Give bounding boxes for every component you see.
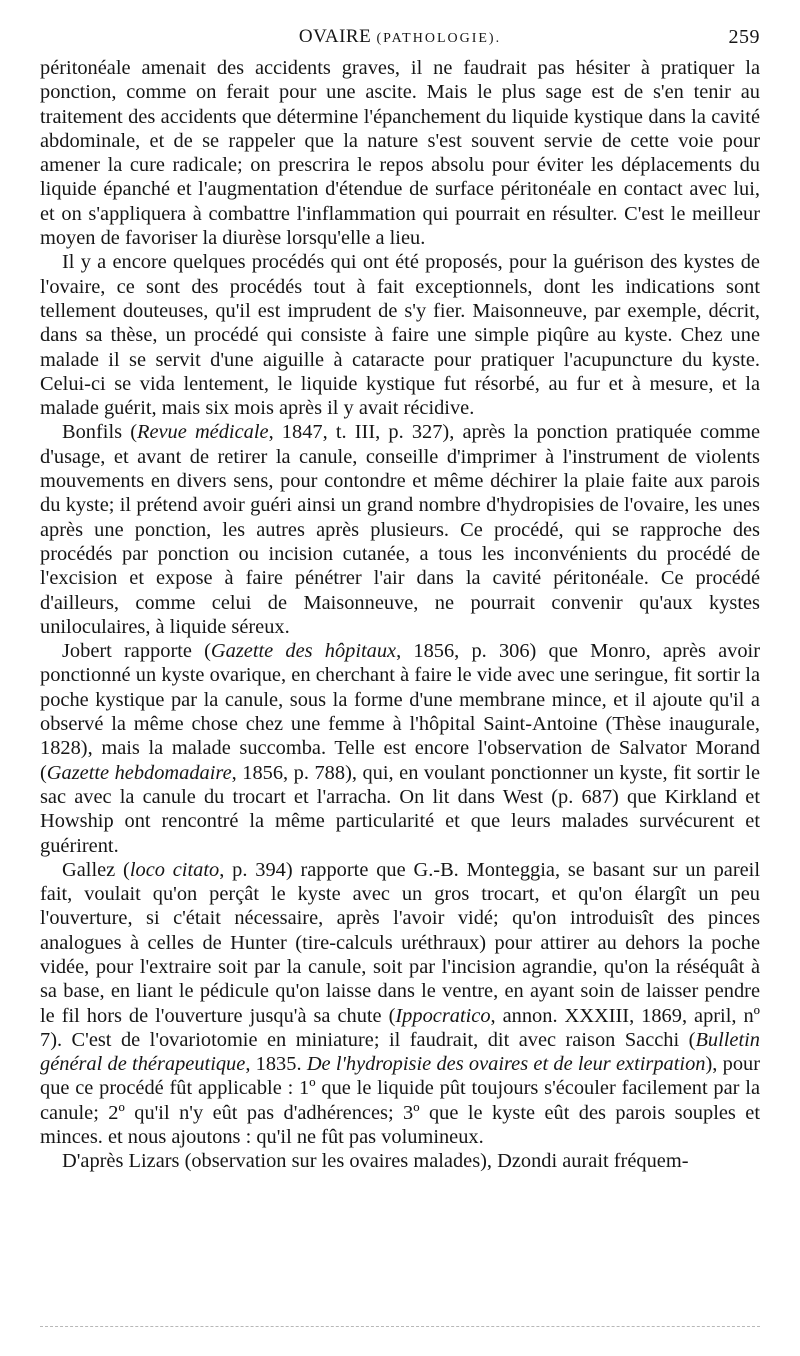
text-run: Il y a encore quelques procédés qui ont été proposés, pour la guérison des kystes de l'ovaire, ce sont des procédés tout à fait exceptionnels, dont les indications sont tellement douteuses, qu'il est imprudent de s'y fier. Maisonneuve, par exemple, décrit, dans sa thèse, un procédé qui consiste à faire une simple piqûre au kyste. Chez une malade il se servit d'une aiguille à cataracte pour pratiquer l'acupuncture du kyste. Celui-ci se vida lentement, le liquide kystique fut résorbé, au fur et à mesure, et la malade guérit, mais six mois après il y avait récidive.: [40, 251, 760, 420]
italic-citation: Revue médicale: [137, 421, 269, 444]
italic-citation: De l'hydropisie des ovaires et de leur extirpation: [306, 1053, 706, 1076]
body-text: [40, 56, 760, 1174]
paragraph: [40, 420, 760, 639]
italic-citation: Gazette des hôpitaux: [210, 640, 397, 663]
paragraph: [40, 858, 760, 1150]
bottom-rule: [40, 1326, 760, 1327]
text-run: Jobert rapporte (: [62, 640, 211, 663]
page-number: 259: [728, 26, 760, 48]
text-run: , annon. XXXIII, 1869, april, nº 7). C'est de l'ovariotomie en miniature; il faudrait, dit avec raison Sacchi (: [40, 1004, 760, 1051]
text-run: D'après Lizars (observation sur les ovaires malades), Dzondi aurait fréquem-: [62, 1150, 689, 1173]
paragraph: [40, 639, 760, 858]
text-run: Gallez (: [62, 858, 130, 881]
running-header: [40, 20, 760, 54]
text-run: , 1856, p. 306) que Monro, après avoir ponctionné un kyste ovarique, en cherchant à faire le vide avec une seringue, fit sortir la poche kystique par la canule, sous la forme d'une membrane mince, et il ajoute qu'il a observé la même chose chez une femme à l'hôpital Saint-Antoine (Thèse inaugurale, 1828), mais la malade succomba. Telle est encore l'observation de Salvator Morand (: [40, 640, 761, 784]
text-run: péritonéale amenait des accidents graves, il ne faudrait pas hésiter à pratiquer la ponction, comme on ferait pour une ascite. Mais le plus sage est de s'en tenir au traitement des accidents que détermine l'épanchement du liquide kystique dans la cavité abdominale, et de se rappeler que la nature s'est souvent servie de cette voie pour amener la cure radicale; on prescrira le repos absolu pour éviter les déplacements du liquide épanché et l'augmentation d'étendue de surface péritonéale en contact avec lui, et on s'appliquera à combattre l'inflammation qui pourrait en résulter. C'est le meilleur moyen de favoriser la diurèse lorsqu'elle a lieu.: [40, 57, 760, 250]
text-run: , 1856, p. 788), qui, en voulant ponctionner un kyste, fit sortir le sac avec la canule du trocart et l'arracha. On lit dans West (p. 687) que Kirkland et Howship ont rencontré la même particularité et que leurs malades survécurent et guérirent.: [40, 761, 761, 857]
header-title: OVAIRE: [298, 26, 372, 47]
italic-citation: Gazette hebdomadaire: [46, 761, 232, 784]
paragraph: [40, 1149, 760, 1173]
italic-citation: Bulletin général de thérapeutique: [40, 1028, 760, 1076]
text-run: Bonfils (: [62, 421, 137, 444]
paragraph: [40, 250, 760, 420]
running-title: [40, 26, 760, 48]
header-subtitle: (PATHOLOGIE).: [376, 31, 502, 46]
text-run: ), pour que ce procédé fût applicable : 1º que le liquide pût toujours s'écouler facilement par la canule; 2º qu'il n'y eût pas d'adhérences; 3º que le kyste eût des parois souples et minces. et nous ajoutons : qu'il ne fût pas volumineux.: [40, 1053, 761, 1149]
text-run: , p. 394) rapporte que G.-B. Monteggia, se basant sur un pareil fait, voulait qu'on perçât le kyste avec un gros trocart, et qu'on élargît un peu l'ouverture, si c'était nécessaire, après l'avoir vidé; qu'on introduisît des pinces analogues à celles de Hunter (tire-calculs uréthraux) pour attirer au dehors la poche vidée, pour l'extraire soit par la canule, soit par l'incision agrandie, qu'on la réséquât à sa base, en liant le pédicule qu'on laisse dans le ventre, en ayant soin de laisser pendre le fil hors de l'ouverture jusqu'à sa chute (: [40, 858, 760, 1027]
text-run: , 1835.: [245, 1053, 307, 1076]
paragraph: [40, 56, 760, 250]
text-run: , 1847, t. III, p. 327), après la ponction pratiquée comme d'usage, et avant de retirer la canule, conseille d'imprimer à l'instrument de violents mouvements en divers sens, pour contondre et même déchirer la plaie faite aux parois du kyste; il prétend avoir guéri ainsi un grand nombre d'hydropisies de l'ovaire, les unes après une ponction, les autres après plusieurs. Ce procédé, qui se rapproche des procédés par ponction ou incision cutanée, a tous les inconvénients du procédé de l'excision et expose à faire pénétrer l'air dans la cavité péritonéale. Ce procédé d'ailleurs, comme celui de Maisonneuve, ne pourrait convenir qu'aux kystes uniloculaires, à liquide séreux.: [40, 421, 761, 638]
italic-citation: loco citato: [129, 858, 220, 881]
italic-citation: Ippocratico: [395, 1004, 491, 1027]
